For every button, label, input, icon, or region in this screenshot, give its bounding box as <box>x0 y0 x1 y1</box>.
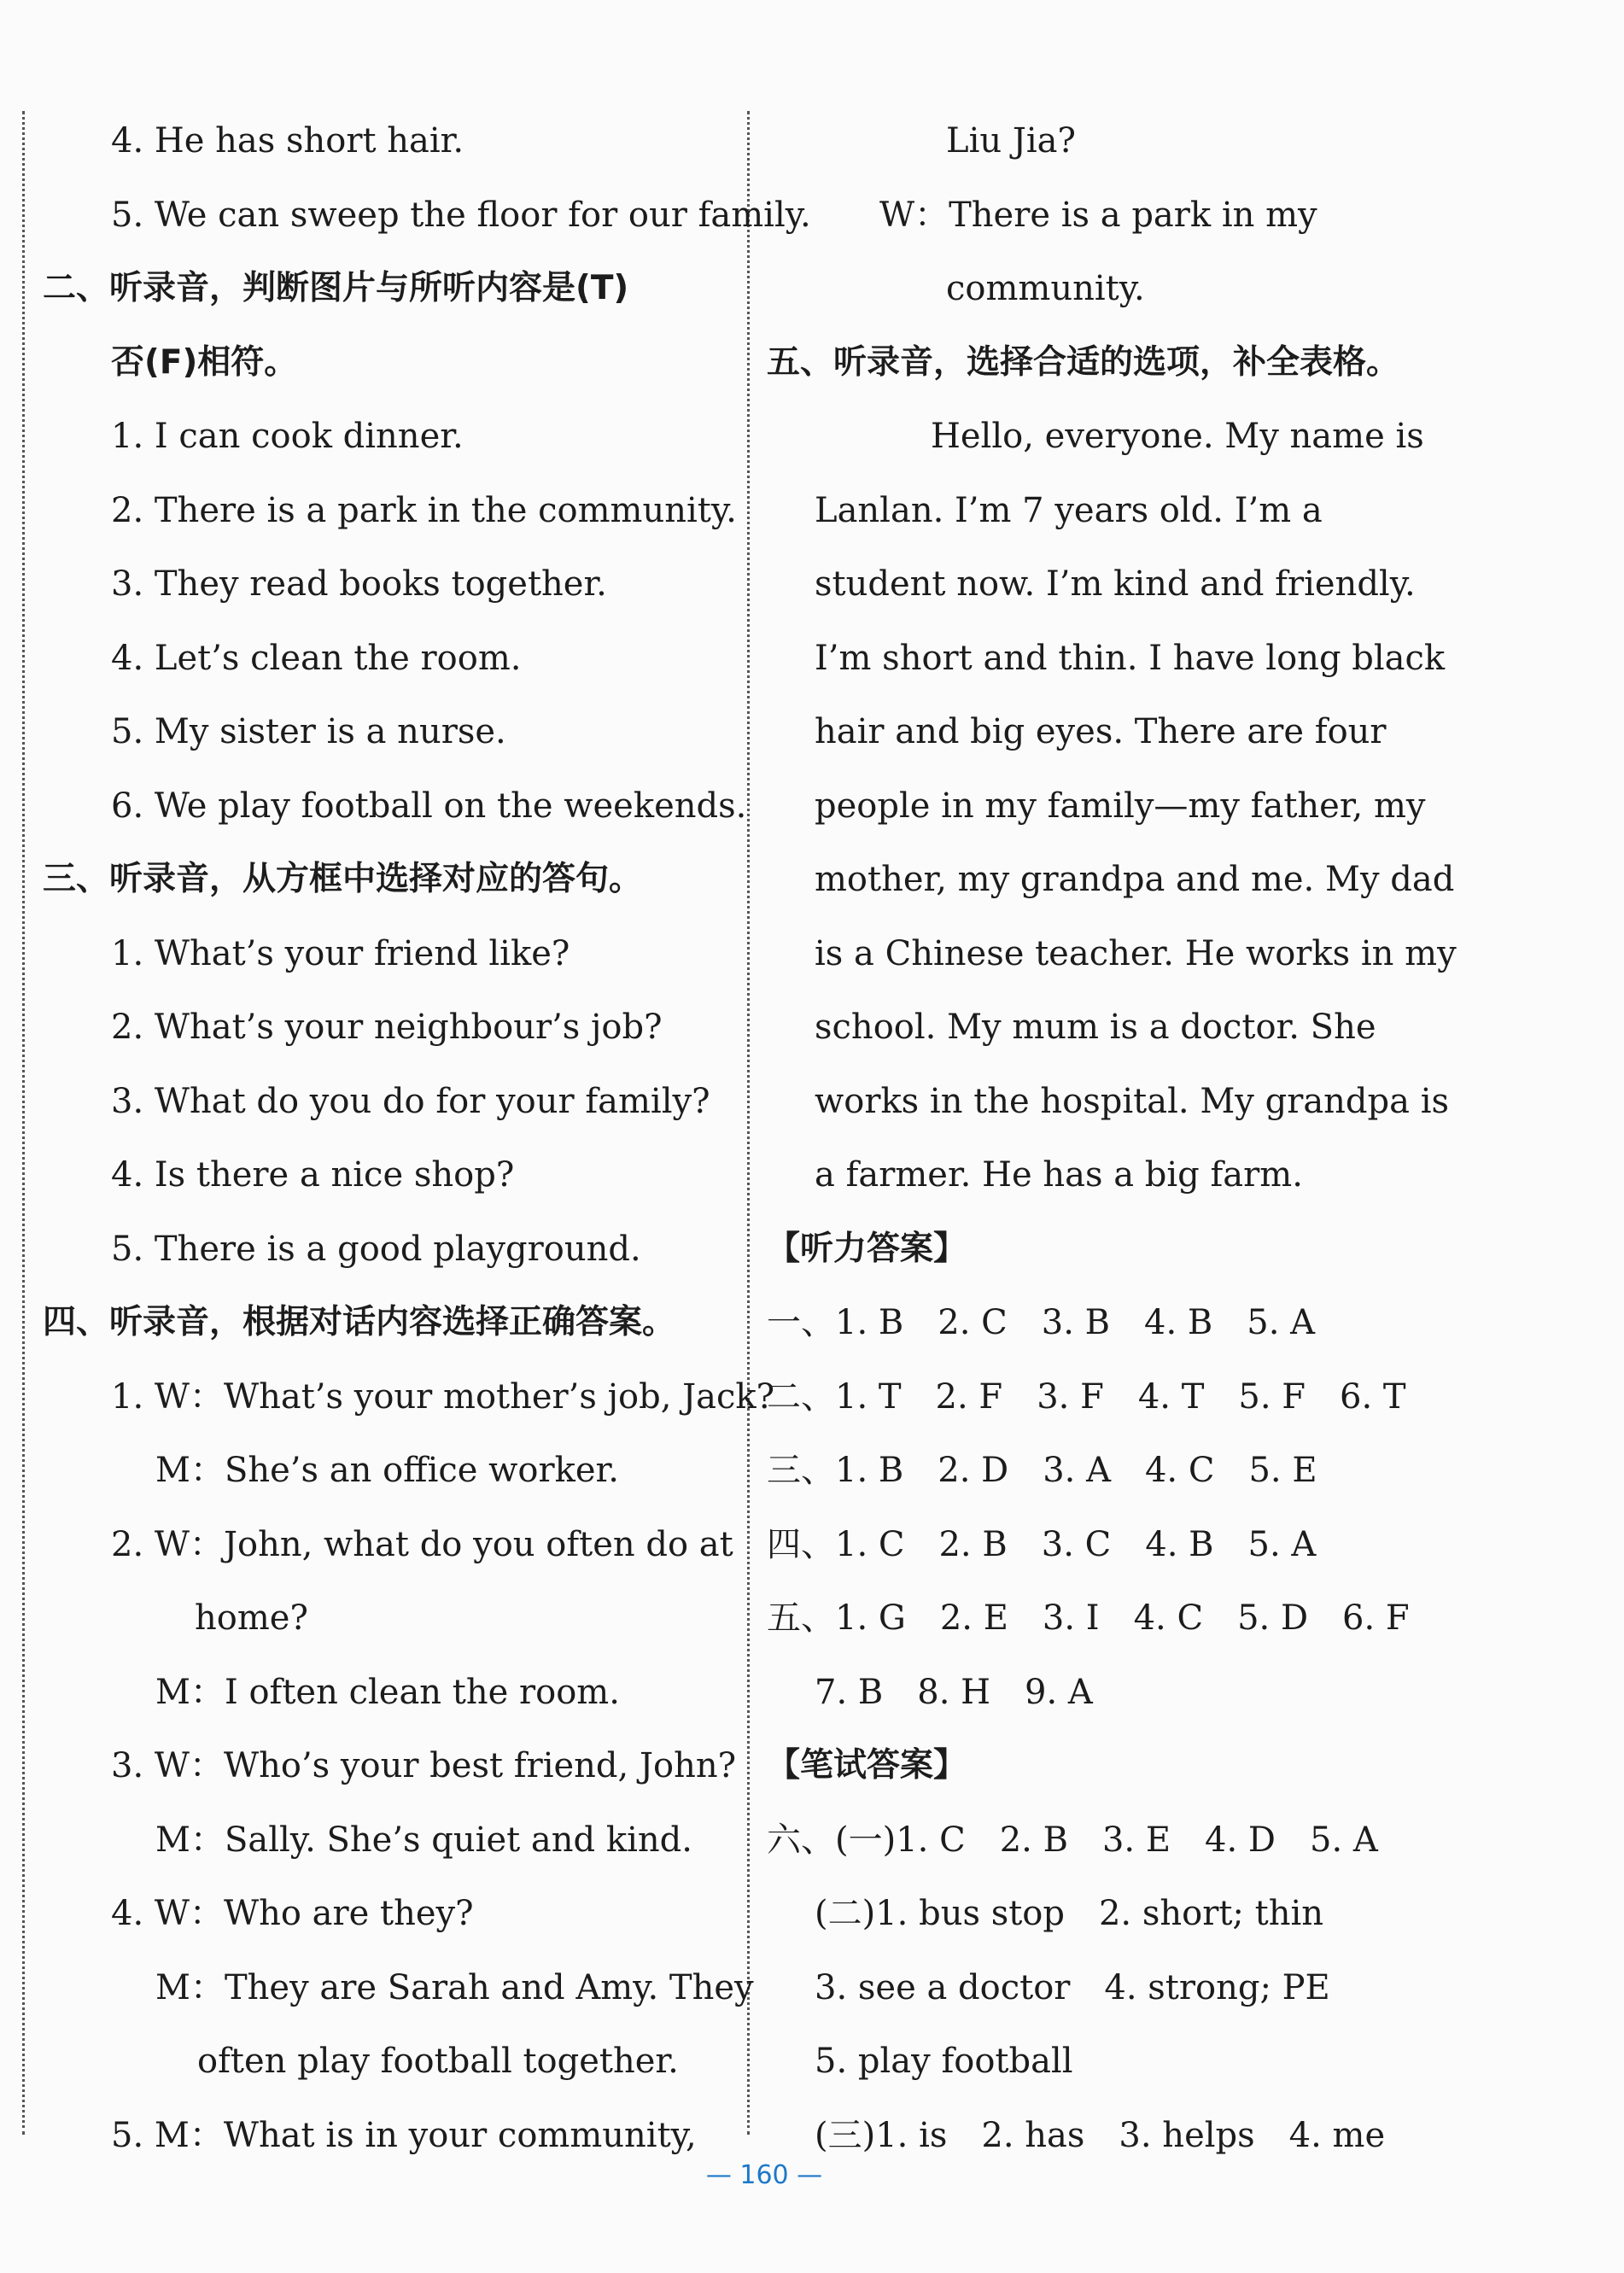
passage-line: student now. I’m kind and friendly. <box>815 564 1416 604</box>
section-heading-cont: 否(F)相符。 <box>111 342 298 382</box>
dialogue-line: M：She’s an office worker. <box>155 1451 619 1490</box>
answer-line: 六、(一)1. C 2. B 3. E 4. D 5. A <box>767 1820 1378 1860</box>
answer-line: 一、1. B 2. C 3. B 4. B 5. A <box>767 1303 1316 1342</box>
dialogue-line: 1. W：What’s your mother’s job, Jack? <box>111 1376 775 1417</box>
answer-line: 四、1. C 2. B 3. C 4. B 5. A <box>767 1524 1317 1564</box>
text-line: 3. They read books together. <box>111 564 607 604</box>
section-heading: 三、听录音，从方框中选择对应的答句。 <box>43 860 643 898</box>
passage-line: mother, my grandpa and me. My dad <box>815 860 1455 899</box>
dialogue-line: often play football together. <box>197 2042 679 2081</box>
column-divider <box>747 111 750 2135</box>
passage-line: people in my family—my father, my <box>815 786 1426 826</box>
passage-line: hair and big eyes. There are four <box>815 712 1387 751</box>
answer-line: 二、1. T 2. F 3. F 4. T 5. F 6. T <box>767 1376 1406 1417</box>
text-line: 2. What’s your neighbour’s job? <box>111 1008 663 1047</box>
dialogue-line: M：I often clean the room. <box>155 1672 620 1712</box>
dialogue-line: W：There is a park in my <box>879 195 1317 235</box>
dialogue-line: 5. M：What is in your community, <box>111 2115 697 2155</box>
left-column <box>43 104 811 2172</box>
dialogue-line: community. <box>946 269 1145 308</box>
listening-answers-heading: 【听力答案】 <box>767 1229 967 1268</box>
section-heading: 二、听录音，判断图片与所听内容是(T) <box>43 269 629 307</box>
answer-line: (二)1. bus stop 2. short; thin <box>815 1894 1324 1933</box>
answer-line: 5. play football <box>815 2042 1073 2081</box>
answer-line: 三、1. B 2. D 3. A 4. C 5. E <box>767 1451 1317 1490</box>
text-line: 1. What’s your friend like? <box>111 933 570 973</box>
text-line: 1. I can cook dinner. <box>111 417 464 456</box>
section-heading: 五、听录音，选择合适的选项，补全表格。 <box>767 342 1400 382</box>
dialogue-line: 2. W：John, what do you often do at <box>111 1524 733 1564</box>
dialogue-line: Liu Jia? <box>946 121 1076 161</box>
left-margin-rule <box>22 111 25 2135</box>
dialogue-line: 4. W：Who are they? <box>111 1894 474 1933</box>
text-line: 2. There is a park in the community. <box>111 490 737 530</box>
passage-line: I’m short and thin. I have long black <box>815 638 1446 678</box>
text-line: 6. We play football on the weekends. <box>111 786 747 826</box>
text-line: 5. We can sweep the floor for our family. <box>111 195 811 235</box>
dialogue-line: home? <box>195 1598 308 1638</box>
text-line: 4. Let’s clean the room. <box>111 638 522 678</box>
section-heading: 四、听录音，根据对话内容选择正确答案。 <box>43 1303 676 1341</box>
page-number: — 160 — <box>705 2160 823 2190</box>
dialogue-line: M：Sally. She’s quiet and kind. <box>155 1820 692 1860</box>
dialogue-line: 3. W：Who’s your best friend, John? <box>111 1746 737 1785</box>
passage-line: school. My mum is a doctor. She <box>815 1008 1376 1047</box>
passage-line: Lanlan. I’m 7 years old. I’m a <box>815 490 1323 530</box>
text-line: 4. He has short hair. <box>111 121 464 161</box>
passage-line: a farmer. He has a big farm. <box>815 1155 1303 1195</box>
passage-line: works in the hospital. My grandpa is <box>815 1081 1450 1121</box>
answer-line: 3. see a doctor 4. strong; PE <box>815 1967 1330 2007</box>
passage-line: Hello, everyone. My name is <box>931 417 1424 456</box>
passage-line: is a Chinese teacher. He works in my <box>815 933 1457 973</box>
written-answers-heading: 【笔试答案】 <box>767 1746 967 1785</box>
text-line: 5. There is a good playground. <box>111 1229 641 1269</box>
answer-line: 五、1. G 2. E 3. I 4. C 5. D 6. F <box>767 1598 1410 1638</box>
answer-line: (三)1. is 2. has 3. helps 4. me <box>815 2115 1386 2155</box>
text-line: 5. My sister is a nurse. <box>111 712 506 751</box>
text-line: 4. Is there a nice shop? <box>111 1155 515 1195</box>
right-column <box>767 104 1475 2172</box>
dialogue-line: M：They are Sarah and Amy. They <box>155 1967 754 2007</box>
text-line: 3. What do you do for your family? <box>111 1081 710 1121</box>
answer-line: 7. B 8. H 9. A <box>815 1672 1093 1712</box>
